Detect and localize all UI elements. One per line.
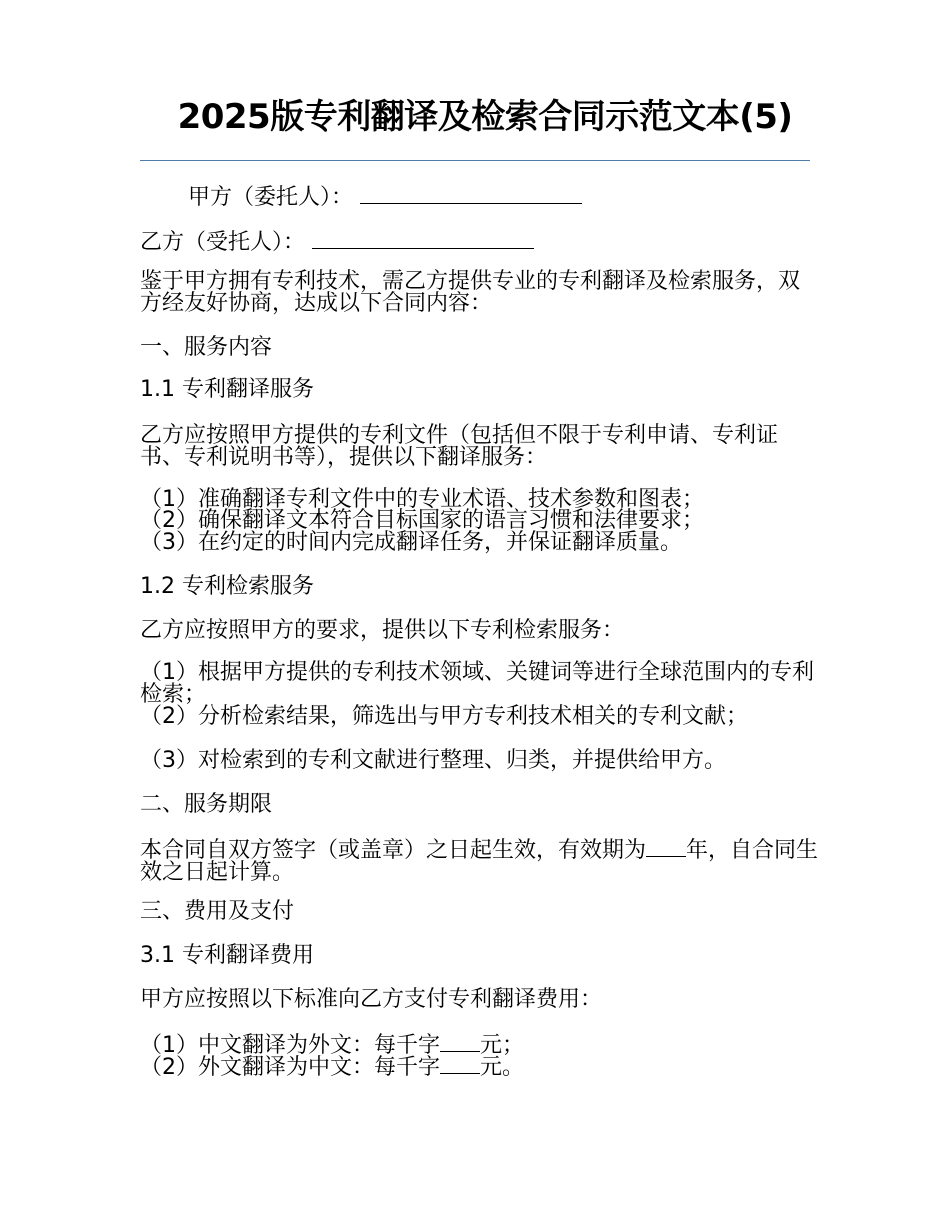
section1-2-heading: 1.2 专利检索服务: [140, 574, 314, 599]
term-text-before: 本合同自双方签字（或盖章）之日起生效，有效期为: [140, 838, 647, 863]
list-item: （1）根据甲方提供的专利技术领域、关键词等进行全球范围内的专利检索；: [140, 660, 814, 707]
fee-rate-blank: [440, 1053, 480, 1074]
fee-rate-blank: [440, 1031, 480, 1052]
party-b-blank: [312, 228, 534, 249]
party-a-blank: [360, 183, 582, 204]
list-item: （2）确保翻译文本符合目标国家的语言习惯和法律要求；: [140, 508, 704, 533]
section1-1-intro: 乙方应按照甲方提供的专利文件（包括但不限于专利申请、专利证书、专利说明书等），提供以下翻译服务：: [140, 423, 779, 470]
list-item: （1）准确翻译专利文件中的专业术语、技术参数和图表；: [140, 487, 704, 512]
section1-2-intro: 乙方应按照甲方的要求，提供以下专利检索服务：: [140, 618, 625, 643]
party-a-line: [188, 183, 868, 210]
document-title: 2025版专利翻译及检索合同示范文本(5): [177, 97, 793, 137]
party-b-label: 乙方（受托人）：: [140, 230, 306, 255]
section1-heading: 一、服务内容: [140, 335, 273, 360]
section2-heading: 二、服务期限: [140, 792, 273, 817]
term-years-blank: [646, 836, 686, 857]
fee-item-text: （1）中文翻译为外文：每千字: [140, 1033, 440, 1058]
section3-1-heading: 3.1 专利翻译费用: [140, 943, 314, 968]
section3-1-intro: 甲方应按照以下标准向乙方支付专利翻译费用：: [140, 987, 603, 1012]
list-item: （3）在约定的时间内完成翻译任务，并保证翻译质量。: [140, 530, 682, 555]
fee-item-text: （2）外文翻译为中文：每千字: [140, 1055, 440, 1080]
term-text-after: 年，自合同生效之日起计算。: [140, 838, 819, 885]
party-a-label: 甲方（委托人）：: [188, 185, 354, 210]
section2-paragraph: [140, 836, 820, 884]
section3-heading: 三、费用及支付: [140, 899, 295, 924]
fee-item-unit: 元；: [480, 1033, 525, 1058]
list-item: （2）分析检索结果，筛选出与甲方专利技术相关的专利文献；: [140, 704, 748, 729]
preamble-paragraph: 鉴于甲方拥有专利技术，需乙方提供专业的专利翻译及检索服务，双方经友好协商，达成以下合同内容：: [140, 269, 801, 316]
fee-item-unit: 元。: [480, 1055, 525, 1080]
section1-1-heading: 1.1 专利翻译服务: [140, 377, 314, 402]
title-divider: [140, 160, 810, 161]
list-item: （3）对检索到的专利文献进行整理、归类，并提供给甲方。: [140, 748, 726, 773]
party-b-line: [140, 228, 820, 255]
fee-item: [140, 1053, 820, 1078]
